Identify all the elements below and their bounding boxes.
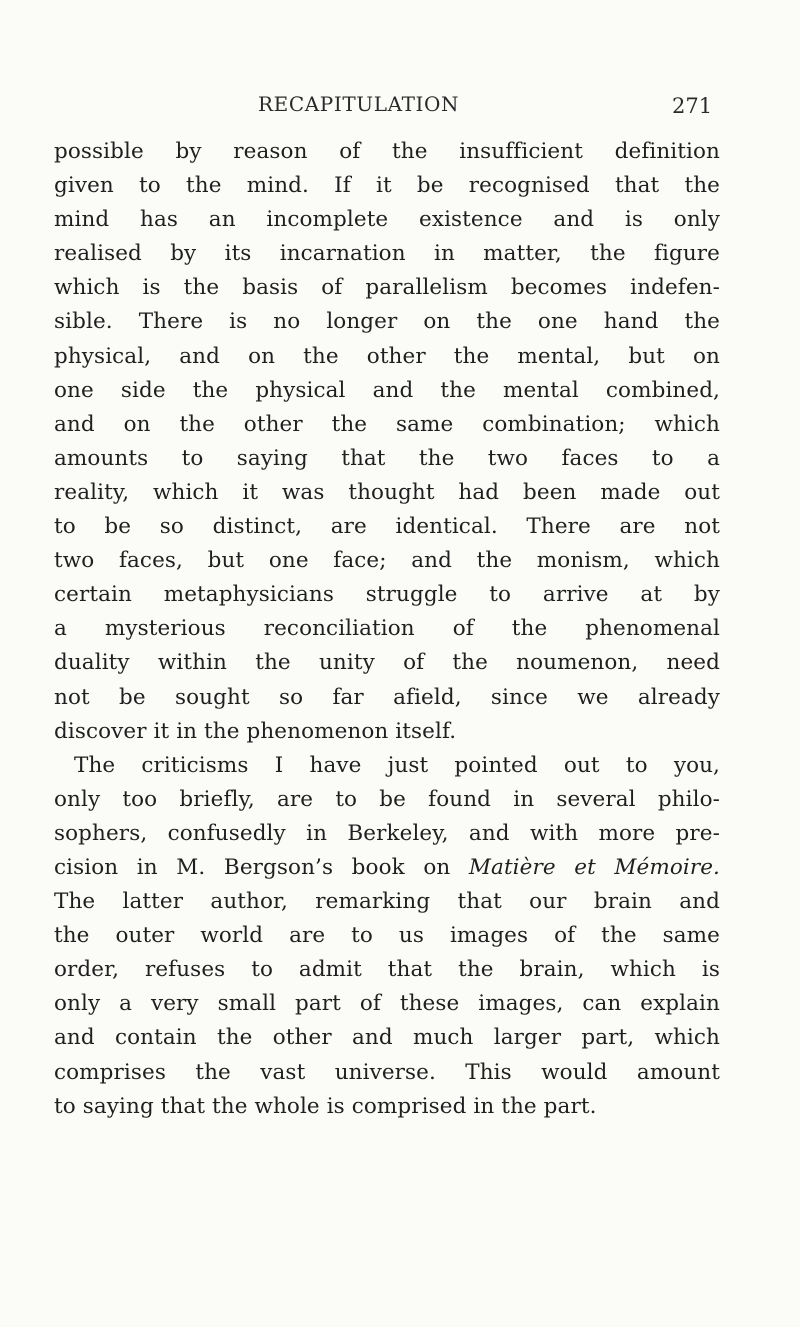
- text-line: one side the physical and the mental combined,: [54, 377, 720, 403]
- text-line: sible. There is no longer on the one hand the: [54, 309, 720, 335]
- text-line: reality, which it was thought had been made out: [54, 479, 720, 505]
- page-number: 271: [672, 94, 713, 118]
- text-line: a mysterious reconciliation of the phenomenal: [54, 616, 720, 642]
- text-line: comprises the vast universe. This would amount: [54, 1059, 720, 1085]
- text-line: physical, and on the other the mental, but on: [54, 343, 720, 369]
- text-line: and contain the other and much larger part, which: [54, 1025, 720, 1051]
- running-head: [0, 92, 800, 122]
- text-line: two faces, but one face; and the monism, which: [54, 548, 720, 574]
- text-line-start: cision in M. Bergson’s book on: [54, 854, 469, 880]
- text-line: mind has an incomplete existence and is only: [54, 207, 720, 233]
- text-line: discover it in the phenomenon itself.: [54, 718, 457, 744]
- text-line: duality within the unity of the noumenon, need: [54, 650, 720, 676]
- text-line: order, refuses to admit that the brain, which is: [54, 957, 720, 983]
- body-text: [54, 135, 720, 1124]
- text-line: only a very small part of these images, can explain: [54, 991, 720, 1017]
- text-line: and on the other the same combination; which: [54, 411, 720, 437]
- text-line: sophers, confusedly in Berkeley, and with more pre-: [54, 820, 720, 846]
- text-line-with-title: [54, 851, 720, 885]
- text-line: to be so distinct, are identical. There are not: [54, 514, 720, 540]
- text-line: given to the mind. If it be recognised that the: [54, 173, 720, 199]
- text-line: which is the basis of parallelism becomes indefen-: [54, 275, 720, 301]
- text-line: certain metaphysicians struggle to arrive at by: [54, 582, 720, 608]
- text-line: only too briefly, are to be found in several philo-: [54, 786, 720, 812]
- text-line: realised by its incarnation in matter, the figure: [54, 241, 720, 267]
- text-line: possible by reason of the insufficient definition: [54, 139, 720, 164]
- running-title: RECAPITULATION: [258, 92, 460, 116]
- text-line: The criticisms I have just pointed out to you,: [74, 752, 720, 778]
- text-line: not be sought so far afield, since we already: [54, 684, 720, 710]
- text-line: the outer world are to us images of the same: [54, 923, 720, 949]
- book-title: Matière et Mémoire.: [468, 854, 720, 880]
- text-line: The latter author, remarking that our brain and: [54, 889, 720, 915]
- text-line: amounts to saying that the two faces to a: [54, 445, 720, 471]
- text-line: to saying that the whole is comprised in the part.: [54, 1093, 597, 1119]
